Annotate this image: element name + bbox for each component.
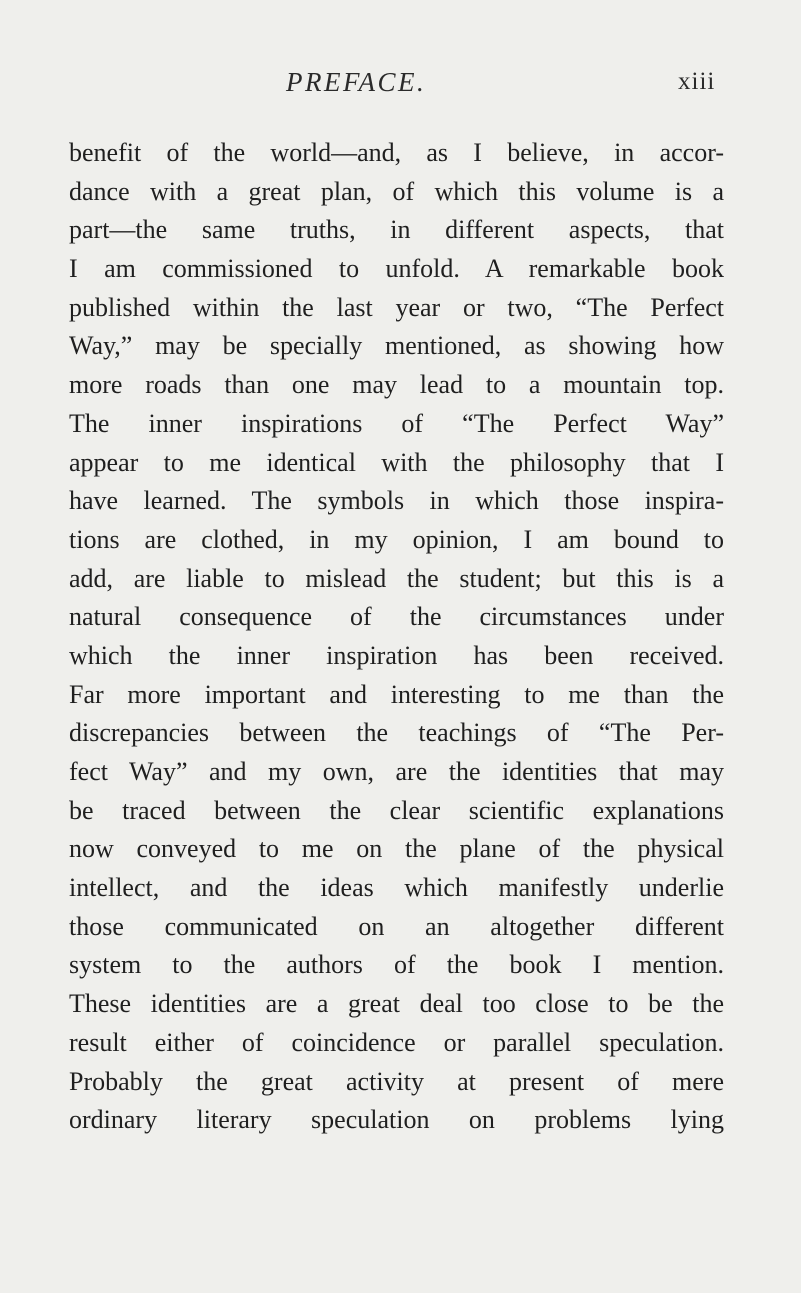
- text-line: have learned. The symbols in which those inspira-: [69, 486, 724, 516]
- text-line: discrepancies between the teachings of “The Per-: [69, 718, 724, 748]
- text-line: natural consequence of the circumstances under: [69, 602, 724, 632]
- text-line: system to the authors of the book I mention.: [69, 950, 724, 980]
- running-head: [0, 62, 801, 102]
- text-line: Far more important and interesting to me than the: [69, 679, 724, 709]
- text-line: now conveyed to me on the plane of the physical: [69, 834, 724, 864]
- body-text: [69, 134, 724, 1140]
- text-line: fect Way” and my own, are the identities that may: [69, 757, 724, 786]
- text-line: tions are clothed, in my opinion, I am bound to: [69, 524, 724, 554]
- text-line: The inner inspirations of “The Perfect Way”: [69, 408, 724, 438]
- text-line: result either of coincidence or parallel speculation.: [69, 1027, 724, 1057]
- text-line: Way,” may be specially mentioned, as showing how: [69, 331, 724, 361]
- text-line: Probably the great activity at present of mere: [69, 1066, 724, 1096]
- text-line: more roads than one may lead to a mountain top.: [69, 370, 724, 400]
- text-line: part—the same truths, in different aspects, that: [69, 215, 724, 245]
- text-line: dance with a great plan, of which this volume is a: [69, 176, 724, 206]
- page-number: xiii: [678, 68, 716, 95]
- text-line: those communicated on an altogether different: [69, 911, 724, 941]
- running-title: PREFACE.: [286, 67, 427, 97]
- text-line: be traced between the clear scientific explanations: [69, 795, 724, 825]
- text-line: benefit of the world—and, as I believe, in accor-: [69, 138, 724, 167]
- text-line: I am commissioned to unfold. A remarkable book: [69, 254, 724, 284]
- text-line: intellect, and the ideas which manifestly underlie: [69, 873, 724, 903]
- text-line: These identities are a great deal too close to be the: [69, 989, 724, 1019]
- text-line: ordinary literary speculation on problems lying: [69, 1105, 724, 1135]
- text-line: appear to me identical with the philosophy that I: [69, 447, 724, 477]
- text-line: published within the last year or two, “The Perfect: [69, 292, 724, 322]
- text-line: which the inner inspiration has been received.: [69, 640, 724, 670]
- text-line: add, are liable to mislead the student; but this is a: [69, 563, 724, 593]
